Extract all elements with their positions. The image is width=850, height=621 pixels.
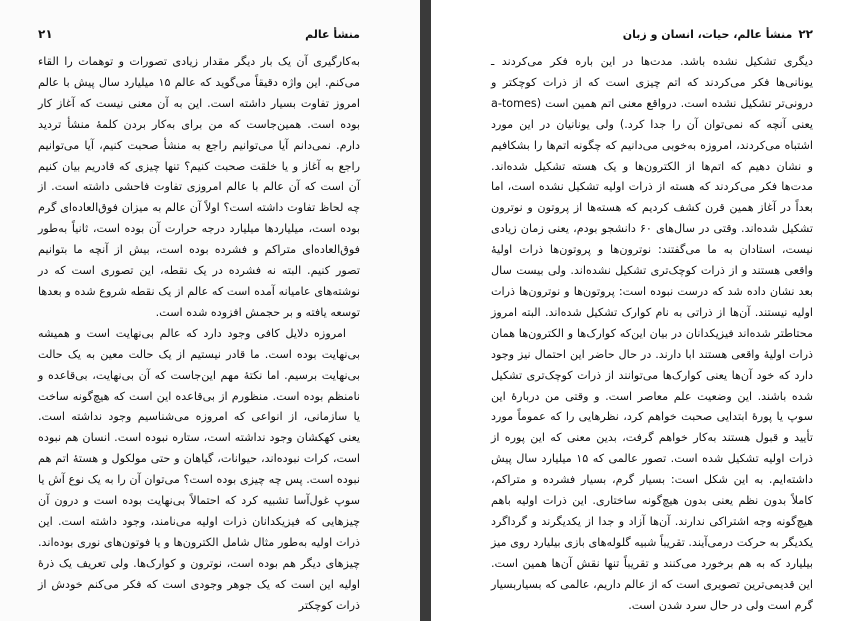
- running-title: منشأ عالم: [305, 27, 360, 41]
- paragraph: امروزه دلایل کافی وجود دارد که عالم بی‌نهایت است و همیشه بی‌نهایت بوده است. ما قادر نیستیم از یک حالت معین به یک حالت بی‌نهایت برسیم. اما نکتهٔ مهم این‌جاست که آن بی‌نهایت، بی‌قاعده و نامنظم بوده است. منظورم از بی‌قاعده این است که هیچ‌گونه ساخت یا سازمانی، از انواعی که امروزه می‌شناسیم وجود نداشته است. یعنی کهکشان وجود نداشته است، ستاره نبوده است. انسان هم نبوده است، کرات نبوده‌اند، حیوانات، گیاهان و حتی مولکول و هستهٔ اتم هم نبوده است. پس چه چیزی بوده است؟ می‌توان آن را به یک نوع آش یا سوپ غول‌آسا تشبیه کرد که احتمالاً بی‌نهایت بوده است و درون آن چیزهایی که فیزیکدانان ذرات اولیه می‌نامند، وجود داشته است. این ذرات اولیه به‌طور مثال شامل الکترون‌ها و یا فوتون‌های نوری بوده‌اند. چیزهای دیگر هم بوده است، نوترون و کوارک‌ها. ولی تعریف یک ذرهٔ اولیه این است که یک جوهر وجودی است که فکر می‌کنم خودش از ذرات کوچکتر: [38, 326, 360, 612]
- page-number: ۲۲: [798, 27, 813, 41]
- left-body-text: [38, 52, 360, 616]
- left-book-page: [0, 0, 420, 621]
- page-number: ۲۱: [38, 27, 53, 41]
- right-running-head: [491, 26, 813, 42]
- running-title: منشأ عالم، حیات، انسان و زبان: [622, 27, 793, 41]
- left-running-head: [38, 26, 360, 42]
- right-book-page: [431, 0, 850, 621]
- paragraph: دیگری تشکیل نشده باشد. مدت‌ها در این باره فکر می‌کردند ـ یونانی‌ها فکر می‌کردند که اتم چیزی است که از ذرات کوچکتر و درونی‌تر تشکیل نشده است. درواقع معنی اتم همین است (a-tomes یعنی آنچه که نمی‌توان آن را جدا کرد.) ولی یونانیان در این مورد اشتباه می‌کردند، امروزه به‌خوبی می‌دانیم که چگونه اتم‌ها را بشکافیم و نشان دهیم که اتم‌ها از الکترون‌ها و یک هسته تشکیل شده‌اند. مدت‌ها فکر می‌کردند که هسته از ذرات اولیه تشکیل نشده است، اما بعداً در آغاز همین قرن کشف کردیم که هسته‌ها از پروتون و نوترون تشکیل شده‌اند. وقتی در سال‌های ۶۰ دانشجو بودم، یعنی زمان زیادی نیست، استادان به ما می‌گفتند: نوترون‌ها و پروتون‌ها ذرات اولیهٔ واقعی هستند و از ذرات کوچک‌تری تشکیل نشده‌اند. ولی بیست سال بعد نشان داده شد که درست نبوده است: پروتون‌ها و نوترون‌ها ذرات اولیه نیستند. آن‌ها از ذراتی به نام کوارک تشکیل شده‌اند. البته امروز محتاطتر شده‌اند فیزیکدانان در بیان این‌که کوارک‌ها و الکترون‌ها همان ذرات اولیهٔ واقعی هستند ابا دارند. در حال حاضر این احتمال نیز وجود دارد که خود آن‌ها یعنی کوارک‌ها می‌توانند از ذرات کوچک‌تری تشکیل شده باشند. این وضعیت علم معاصر است. و وقتی من دربارهٔ این سوپ یا پورهٔ ابتدایی صحبت خواهم کرد، نظرهایی را که عموماً مورد تأیید و قبول هستند به‌کار خواهم گرفت، بدین معنی که این پوره از ذرات اولیه تشکیل شده است. تصور عالمی که ۱۵ میلیارد سال پیش داشته‌ایم. به این شکل است: بسیار گرم، بسیار فشرده و متراکم، کاملاً بدون نظم یعنی بدون هیچ‌گونه ساختاری. این ذرات اولیه باهم هیچ‌گونه وجه اشتراکی ندارند. آن‌ها آزاد و جدا از یکدیگرند و گرداگرد یکدیگر به حرکت درمی‌آیند. تقریباً شبیه گلوله‌های بازی بیلیارد روی میز بیلیارد که به هم برخورد می‌کنند و تقریباً تنها نقش آن‌ها همین است. این قدیمی‌ترین تصویری است که از عالم داریم، عالمی که بسیاربسیار گرم است ولی در حال سرد شدن است.: [491, 55, 813, 612]
- book-gutter: [420, 0, 431, 621]
- right-body-text: [491, 52, 813, 616]
- paragraph: به‌کارگیری آن یک بار دیگر مقدار زیادی تصورات و توهمات را القاء می‌کنم. این واژه دقیقاً می‌گوید که عالم ۱۵ میلیارد سال پیش با عالم امروز تفاوت بسیار داشته است. این به آن معنی نیست که آغاز کار بوده است. همین‌جاست که من برای به‌کار بردن کلمهٔ منشأ تردید دارم. نمی‌دانم آیا می‌توانیم راجع به منشأ صحبت کنیم، آیا می‌توانیم راجع به آغاز و یا خلقت صحبت کنیم؟ تنها چیزی که قادریم بیان کنیم آن است که آن عالم با عالم امروزی تفاوت فاحشی داشته است. از چه لحاظ تفاوت داشته است؟ اولاً آن عالم به میزان فوق‌العاده‌ای گرم بوده است، میلیاردها میلیارد درجه حرارت آن بوده است، ثانیاً به‌طور فوق‌العاده‌ای متراکم و فشرده بوده است، بیش از آنچه ما بتوانیم تصور کنیم. البته نه فشرده در یک نقطه، این تصوری است که در نوشته‌های عامیانه آمده است که عالم از یک نقطه شروع شده و بعدها توسعه یافته و بر حجمش افزوده شده است.: [38, 55, 361, 319]
